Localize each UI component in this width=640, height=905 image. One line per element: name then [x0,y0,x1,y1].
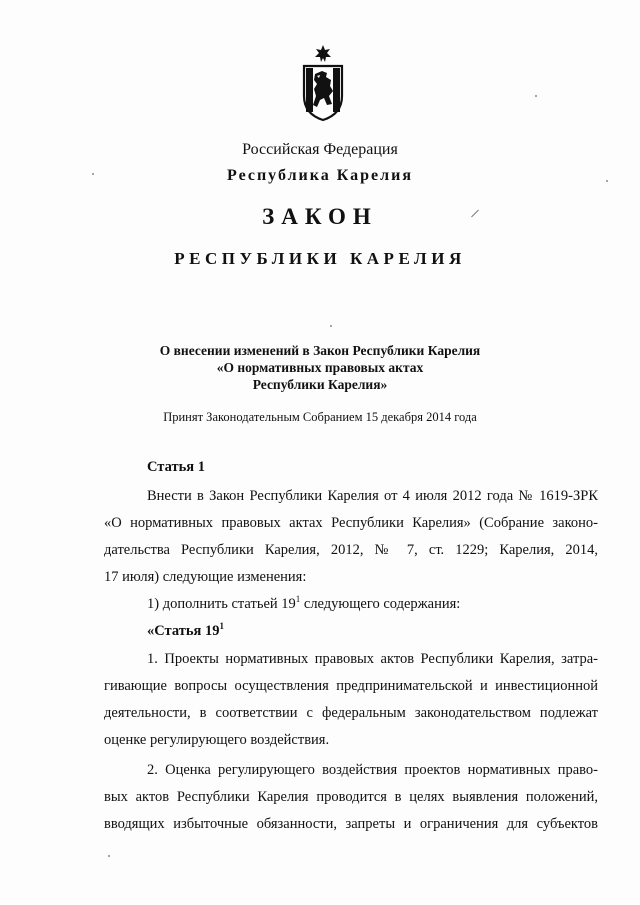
republic-name: Республика Карелия [227,167,413,184]
document-title-line-1: О внесении изменений в Закон Республики Карелия [159,343,481,358]
item-1-text: 1) дополнить статьей 19 [147,596,296,612]
item-1-tail: следующего содержания: [300,596,461,612]
paragraph-line: дательства Республики Карелия, 2012, № 7, ст. 1229; Карелия, 2014, [104,542,598,558]
paragraph-line: вводящих избыточные обязанности, запреты и ограничения для субъектов [104,816,598,832]
article-1-heading: Статья 1 [147,459,205,475]
item-1-superscript: 1 [295,594,301,604]
scan-speck [108,855,110,857]
paragraph-line: оценке регулирующего воздействия. [104,732,330,748]
document-title [0,342,640,393]
country-name: Российская Федерация [242,141,398,158]
document-title-line-2: «О нормативных правовых актах [216,360,424,375]
coat-of-arms-emblem [300,44,346,122]
law-subheading: РЕСПУБЛИКИ КАРЕЛИЯ [174,249,466,268]
scan-speck [92,173,94,175]
law-heading: ЗАКОН [262,204,378,229]
paragraph-line: 2. Оценка регулирующего воздействия проектов нормативных право- [147,762,598,778]
new-article-label [147,622,598,640]
document-title-line-3: Республики Карелия» [252,377,388,392]
paragraph-line: «О нормативных правовых актах Республики Карелия» (Собрание законо- [104,515,598,531]
paragraph-line: вых актов Республики Карелия проводится в целях выявления положений, [104,789,598,805]
paragraph-line: Внести в Закон Республики Карелия от 4 июля 2012 года № 1619-ЗРК [147,488,598,504]
scan-speck [535,95,537,97]
paragraph-line: 1. Проекты нормативных правовых актов Республики Карелия, затра- [147,651,598,667]
item-1 [147,595,598,613]
new-article-label-text: «Статья 19 [147,623,220,639]
adoption-note: Принят Законодательным Собранием 15 декабря 2014 года [163,410,477,424]
paragraph-line: 17 июля) следующие изменения: [104,569,307,585]
new-article-superscript: 1 [219,621,224,631]
scan-speck [330,325,332,327]
scan-speck [606,180,608,182]
paragraph-line: гивающие вопросы осуществления предпринимательской и инвестиционной [104,678,598,694]
paragraph-line: деятельности, в соответствии с федеральным законодательством подлежат [104,705,598,721]
